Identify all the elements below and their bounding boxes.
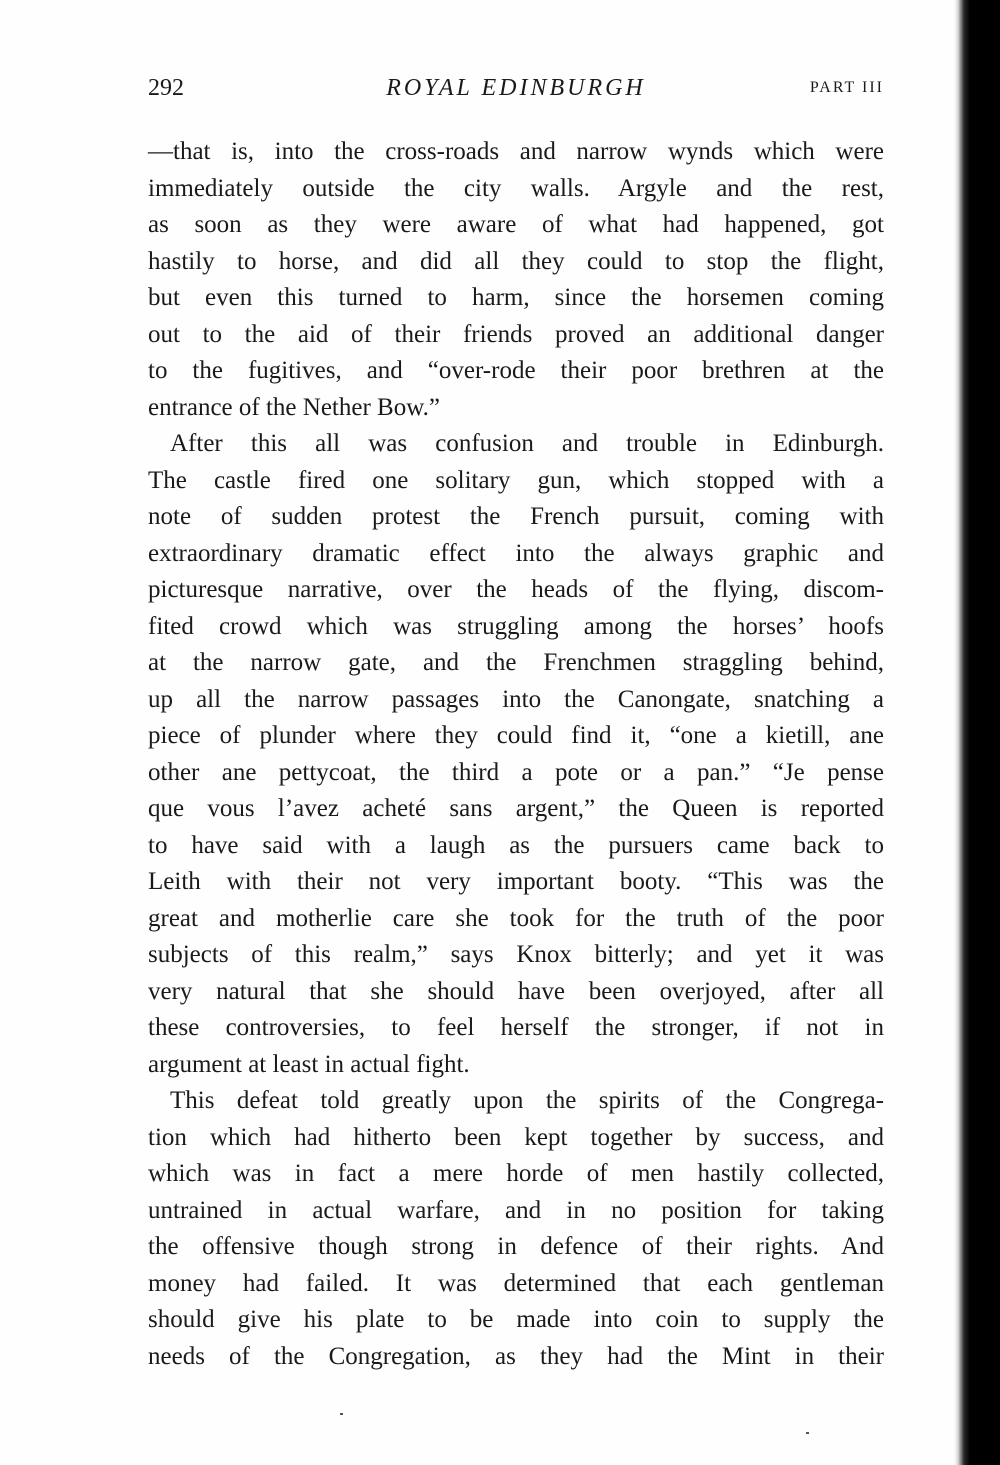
text-line: but even this turned to harm, since the horsemen coming: [148, 284, 884, 311]
paragraph: [148, 134, 884, 426]
paragraph: [148, 426, 884, 1083]
page-header: [148, 72, 884, 104]
text-line: other ane pettycoat, the third a pote or a pan.” “Je pense: [148, 758, 884, 786]
page-number: 292: [148, 75, 184, 101]
text-line: out to the aid of their friends proved an additional danger: [148, 320, 884, 348]
text-line: argument at least in actual fight.: [148, 1050, 470, 1078]
text-line: the offensive though strong in defence of their rights. And: [148, 1233, 884, 1260]
text-line: untrained in actual warfare, and in no position for taking: [148, 1196, 884, 1224]
text-line: After this all was confusion and trouble in Edinburgh.: [170, 430, 884, 457]
text-line: hastily to horse, and did all they could to stop the flight,: [148, 247, 884, 275]
text-line: great and motherlie care she took for the truth of the poor: [148, 904, 884, 932]
text-line: very natural that she should have been overjoyed, after all: [148, 977, 884, 1005]
text-line: tion which had hitherto been kept together by success, and: [148, 1123, 884, 1151]
text-line: needs of the Congregation, as they had the Mint in their: [148, 1342, 884, 1370]
scan-edge-shadow: [954, 0, 1000, 1465]
text-line: note of sudden protest the French pursuit, coming with: [148, 503, 884, 530]
text-line: money had failed. It was determined that each gentleman: [148, 1269, 884, 1297]
text-line: fited crowd which was struggling among the horses’ hoofs: [148, 612, 884, 640]
text-line: subjects of this realm,” says Knox bitterly; and yet it was: [148, 941, 884, 968]
text-line: que vous l’avez acheté sans argent,” the Queen is reported: [148, 795, 884, 822]
text-line: The castle fired one solitary gun, which stopped with a: [148, 466, 884, 494]
text-line: picturesque narrative, over the heads of the flying, discom-: [148, 576, 884, 603]
paragraph: [148, 1083, 884, 1375]
running-title: ROYAL EDINBURGH: [386, 75, 646, 101]
text-line: to the fugitives, and “over-rode their poor brethren at the: [148, 357, 884, 384]
text-line: should give his plate to be made into coin to supply the: [148, 1306, 884, 1333]
text-line: piece of plunder where they could find it, “one a kietill, ane: [148, 722, 884, 749]
text-line: which was in fact a mere horde of men hastily collected,: [148, 1160, 884, 1187]
text-line: at the narrow gate, and the Frenchmen straggling behind,: [148, 649, 884, 676]
text-line: up all the narrow passages into the Canongate, snatching a: [148, 685, 884, 713]
text-line: —that is, into the cross-roads and narrow wynds which were: [148, 138, 884, 165]
scan-speck: [806, 1432, 809, 1434]
text-line: Leith with their not very important booty. “This was the: [148, 868, 884, 895]
text-line: immediately outside the city walls. Argyle and the rest,: [148, 174, 884, 202]
text-line: extraordinary dramatic effect into the always graphic and: [148, 539, 884, 567]
body-text: [148, 134, 884, 1375]
part-label: PART III: [809, 79, 884, 96]
scan-speck: [340, 1413, 343, 1415]
text-line: entrance of the Nether Bow.”: [148, 393, 440, 421]
text-line: to have said with a laugh as the pursuers came back to: [148, 831, 884, 859]
text-line: This defeat told greatly upon the spirits of the Congrega-: [170, 1087, 884, 1114]
text-line: as soon as they were aware of what had happened, got: [148, 211, 884, 238]
text-line: these controversies, to feel herself the stronger, if not in: [148, 1014, 884, 1041]
